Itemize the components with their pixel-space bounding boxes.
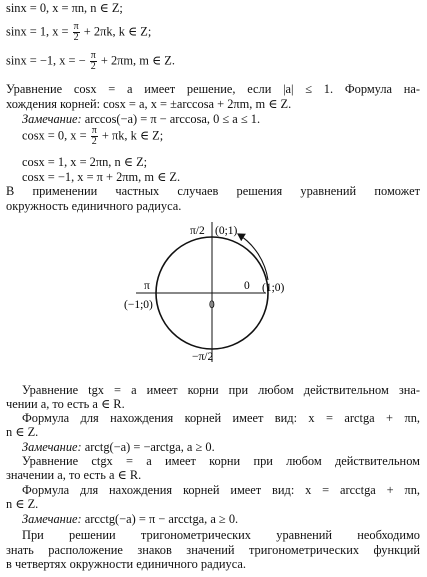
label-left-point: (−1;0) — [124, 299, 153, 311]
note-text: arctg(−a) = −arctga, a ≥ 0. — [81, 440, 215, 454]
ctg-line-4: n ∈ Z. — [6, 497, 39, 511]
closing-line-1: При решении тригонометрических уравнений необходимо — [22, 528, 420, 542]
formula-sin-minus-one-suffix: + 2πm, m ∈ Z. — [100, 53, 175, 68]
formula-cos-zero — [22, 126, 163, 147]
ctg-line-1: Уравнение ctgx = a имеет корни при любом действительном — [22, 454, 420, 468]
cos-paragraph-2-line-2: окружность единичного радиуса. — [6, 199, 182, 213]
cos-paragraph-line-1: Уравнение cosx = a имеет решение, если |a| ≤ 1. Формула на- — [6, 82, 420, 96]
label-pi: π — [144, 280, 150, 292]
cos-paragraph-line-2: хождения корней: cosx = a, x = ±arccosa + 2πm, m ∈ Z. — [6, 97, 292, 111]
tg-note — [22, 440, 215, 454]
formula-cos-zero-suffix: + πk, k ∈ Z; — [101, 128, 164, 143]
formula-sin-one-suffix: + 2πk, k ∈ Z; — [83, 24, 152, 39]
formula-cos-one: cosx = 1, x = 2πn, n ∈ Z; — [22, 155, 148, 169]
label-top-point: (0;1) — [215, 225, 238, 237]
formula-sin-minus-one-prefix: sinx = −1, x = − — [6, 53, 86, 68]
label-origin: 0 — [209, 299, 215, 311]
tg-line-4: n ∈ Z. — [6, 425, 39, 439]
closing-line-3: в четвертях окружности единичного радиуса. — [6, 557, 246, 571]
tg-line-2: чении a, то есть a ∈ R. — [6, 397, 125, 411]
tg-line-1: Уравнение tgx = a имеет корни при любом действительном зна- — [22, 383, 420, 397]
ctg-line-3: Формула для нахождения корней имеет вид: x = arcctga + πn, — [22, 483, 420, 497]
note-label: Замечание: — [22, 512, 82, 526]
unit-circle-diagram — [0, 222, 427, 382]
note-label: Замечание: — [22, 440, 82, 454]
label-bottom-angle: −π/2 — [192, 351, 214, 363]
label-zero-right: 0 — [244, 280, 250, 292]
tg-line-3: Формула для нахождения корней имеет вид: x = arctga + πn, — [22, 411, 420, 425]
formula-sin-one-prefix: sinx = 1, x = — [6, 24, 69, 39]
fraction-pi-over-2: $\frac{\pi}{2}$ — [73, 21, 79, 43]
ctg-line-2: значении a, то есть a ∈ R. — [6, 468, 142, 482]
cos-note — [22, 112, 260, 126]
note-label: Замечание: — [22, 112, 82, 126]
formula-cos-zero-prefix: cosx = 0, x = — [22, 128, 87, 143]
cos-paragraph-2-line-1: В применении частных случаев решения уравнений поможет — [6, 184, 420, 198]
formula-cos-minus-one: cosx = −1, x = π + 2πm, m ∈ Z. — [22, 170, 181, 184]
label-top-angle: π/2 — [190, 225, 205, 237]
fraction-pi-over-2: $\frac{\pi}{2}$ — [91, 125, 97, 147]
formula-sin-minus-one — [6, 51, 175, 72]
fraction-pi-over-2: $\frac{\pi}{2}$ — [90, 50, 96, 72]
note-text: arccos(−a) = π − arccosa, 0 ≤ a ≤ 1. — [81, 112, 261, 126]
formula-sin-zero: sinx = 0, x = πn, n ∈ Z; — [6, 1, 123, 15]
formula-sin-one — [6, 22, 151, 43]
label-right-point: (1;0) — [262, 282, 285, 294]
closing-line-2: знать расположение знаков значений тригонометрических функций — [6, 543, 420, 557]
note-text: arcctg(−a) = π − arcctga, a ≥ 0. — [81, 512, 239, 526]
ctg-note — [22, 512, 238, 526]
